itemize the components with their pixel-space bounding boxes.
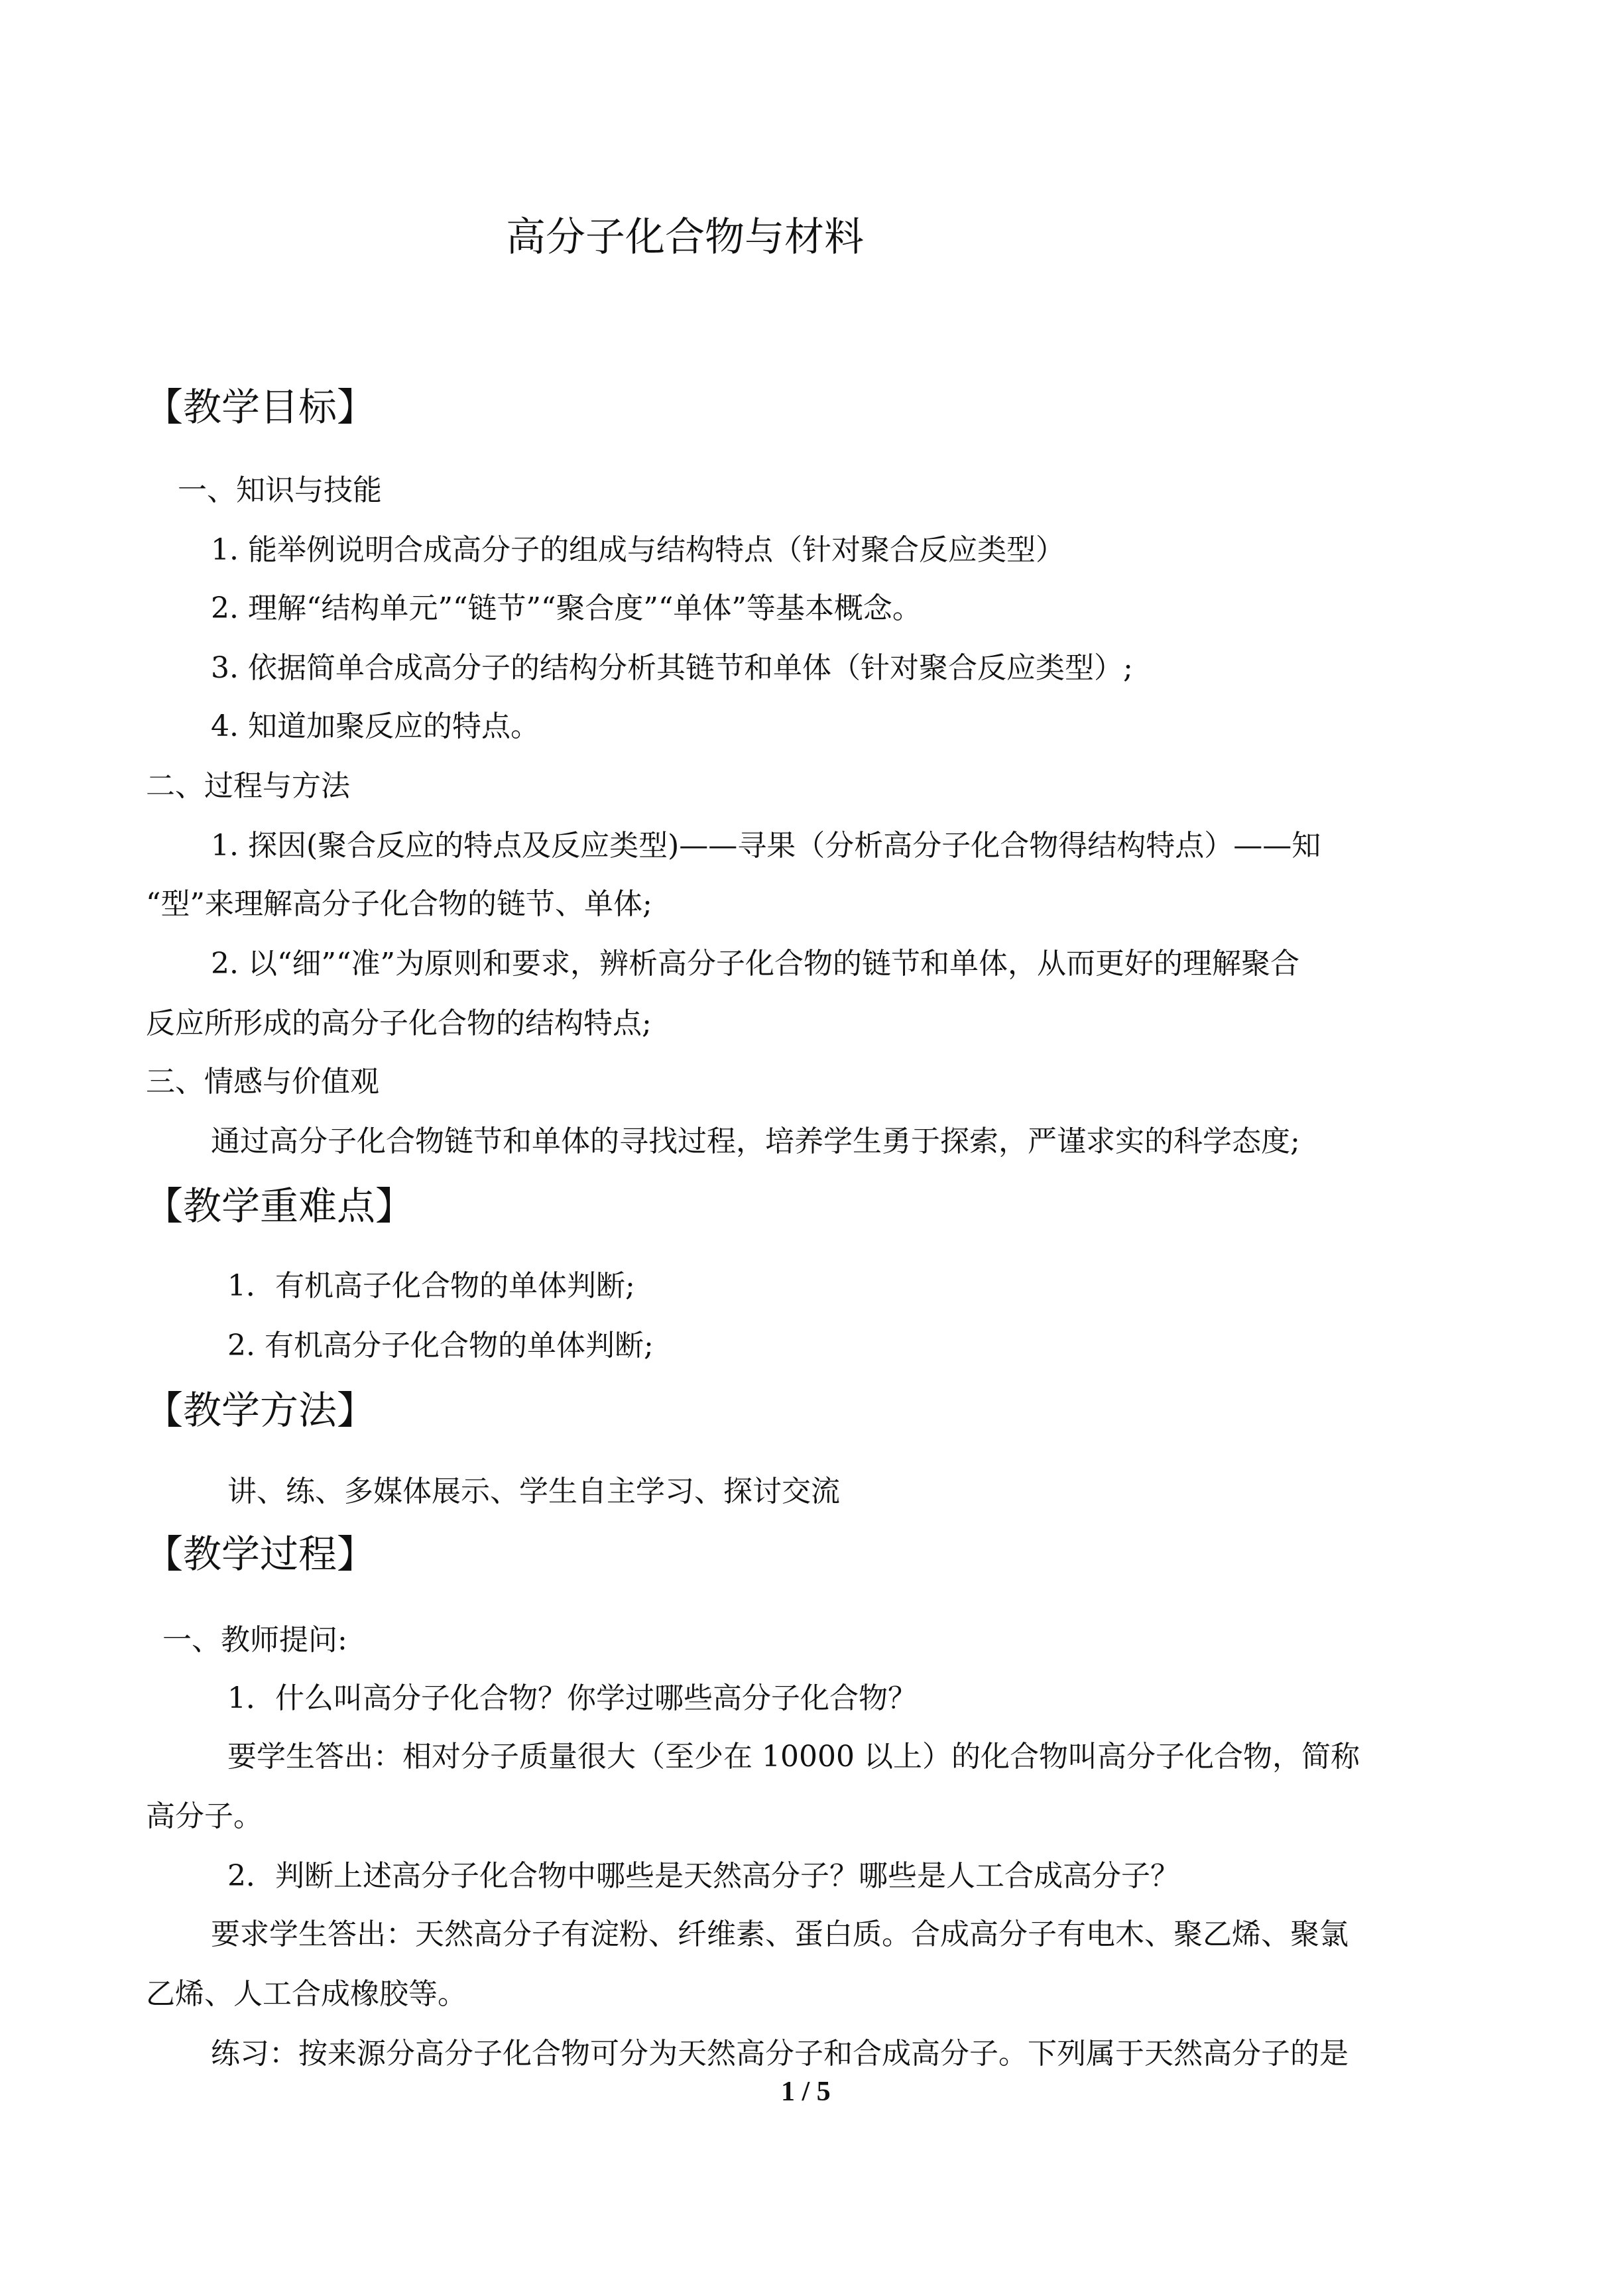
knowledge-item-1: 1. 能举例说明合成高分子的组成与结构特点（针对聚合反应类型） bbox=[211, 533, 1065, 567]
methods-text: 讲、练、多媒体展示、学生自主学习、探讨交流 bbox=[227, 1475, 840, 1508]
section-heading-objectives: 【教学目标】 bbox=[145, 385, 376, 430]
answer-1-line-2: 高分子。 bbox=[146, 1799, 263, 1833]
key-point-item-2: 2. 有机高分子化合物的单体判断; bbox=[227, 1329, 654, 1362]
process-item-1-line-1: 1. 探因(聚合反应的特点及反应类型)——寻果（分析高分子化合物得结构特点）——知 bbox=[211, 829, 1321, 863]
section-heading-methods: 【教学方法】 bbox=[145, 1388, 376, 1433]
process-item-2-line-2: 反应所形成的高分子化合物的结构特点; bbox=[146, 1006, 652, 1040]
process-item-2-line-1: 2. 以“细”“准”为原则和要求，辨析高分子化合物的链节和单体，从而更好的理解聚合 bbox=[211, 947, 1299, 981]
teacher-question-heading: 一、教师提问: bbox=[162, 1623, 347, 1657]
knowledge-item-3: 3. 依据简单合成高分子的结构分析其链节和单体（针对聚合反应类型）; bbox=[211, 651, 1133, 685]
question-2: 2．判断上述高分子化合物中哪些是天然高分子？哪些是人工合成高分子？ bbox=[227, 1859, 1179, 1893]
answer-2-line-1: 要求学生答出：天然高分子有淀粉、纤维素、蛋白质。合成高分子有电木、聚乙烯、聚氯 bbox=[211, 1917, 1349, 1951]
page-title: 高分子化合物与材料 bbox=[506, 214, 864, 261]
subsection-heading-values: 三、情感与价值观 bbox=[146, 1065, 379, 1099]
key-point-item-1: 1．有机高子化合物的单体判断; bbox=[227, 1269, 635, 1303]
section-heading-teaching-process: 【教学过程】 bbox=[145, 1532, 376, 1577]
page-number: 1 / 5 bbox=[781, 2077, 831, 2107]
exercise-text: 练习：按来源分高分子化合物可分为天然高分子和合成高分子。下列属于天然高分子的是 bbox=[211, 2037, 1349, 2071]
process-item-1-line-2: “型”来理解高分子化合物的链节、单体; bbox=[146, 887, 652, 921]
answer-2-line-2: 乙烯、人工合成橡胶等。 bbox=[146, 1977, 467, 2011]
knowledge-item-4: 4. 知道加聚反应的特点。 bbox=[211, 709, 540, 743]
question-1: 1．什么叫高分子化合物？你学过哪些高分子化合物？ bbox=[227, 1681, 917, 1715]
answer-1-line-1: 要学生答出：相对分子质量很大（至少在 10000 以上）的化合物叫高分子化合物，简称 bbox=[227, 1740, 1360, 1774]
subsection-heading-process: 二、过程与方法 bbox=[146, 769, 350, 803]
knowledge-item-2: 2. 理解“结构单元”“链节”“聚合度”“单体”等基本概念。 bbox=[211, 591, 922, 625]
section-heading-key-points: 【教学重难点】 bbox=[145, 1183, 414, 1229]
values-text: 通过高分子化合物链节和单体的寻找过程，培养学生勇于探索，严谨求实的科学态度; bbox=[211, 1124, 1300, 1158]
subsection-heading-knowledge: 一、知识与技能 bbox=[178, 473, 382, 507]
